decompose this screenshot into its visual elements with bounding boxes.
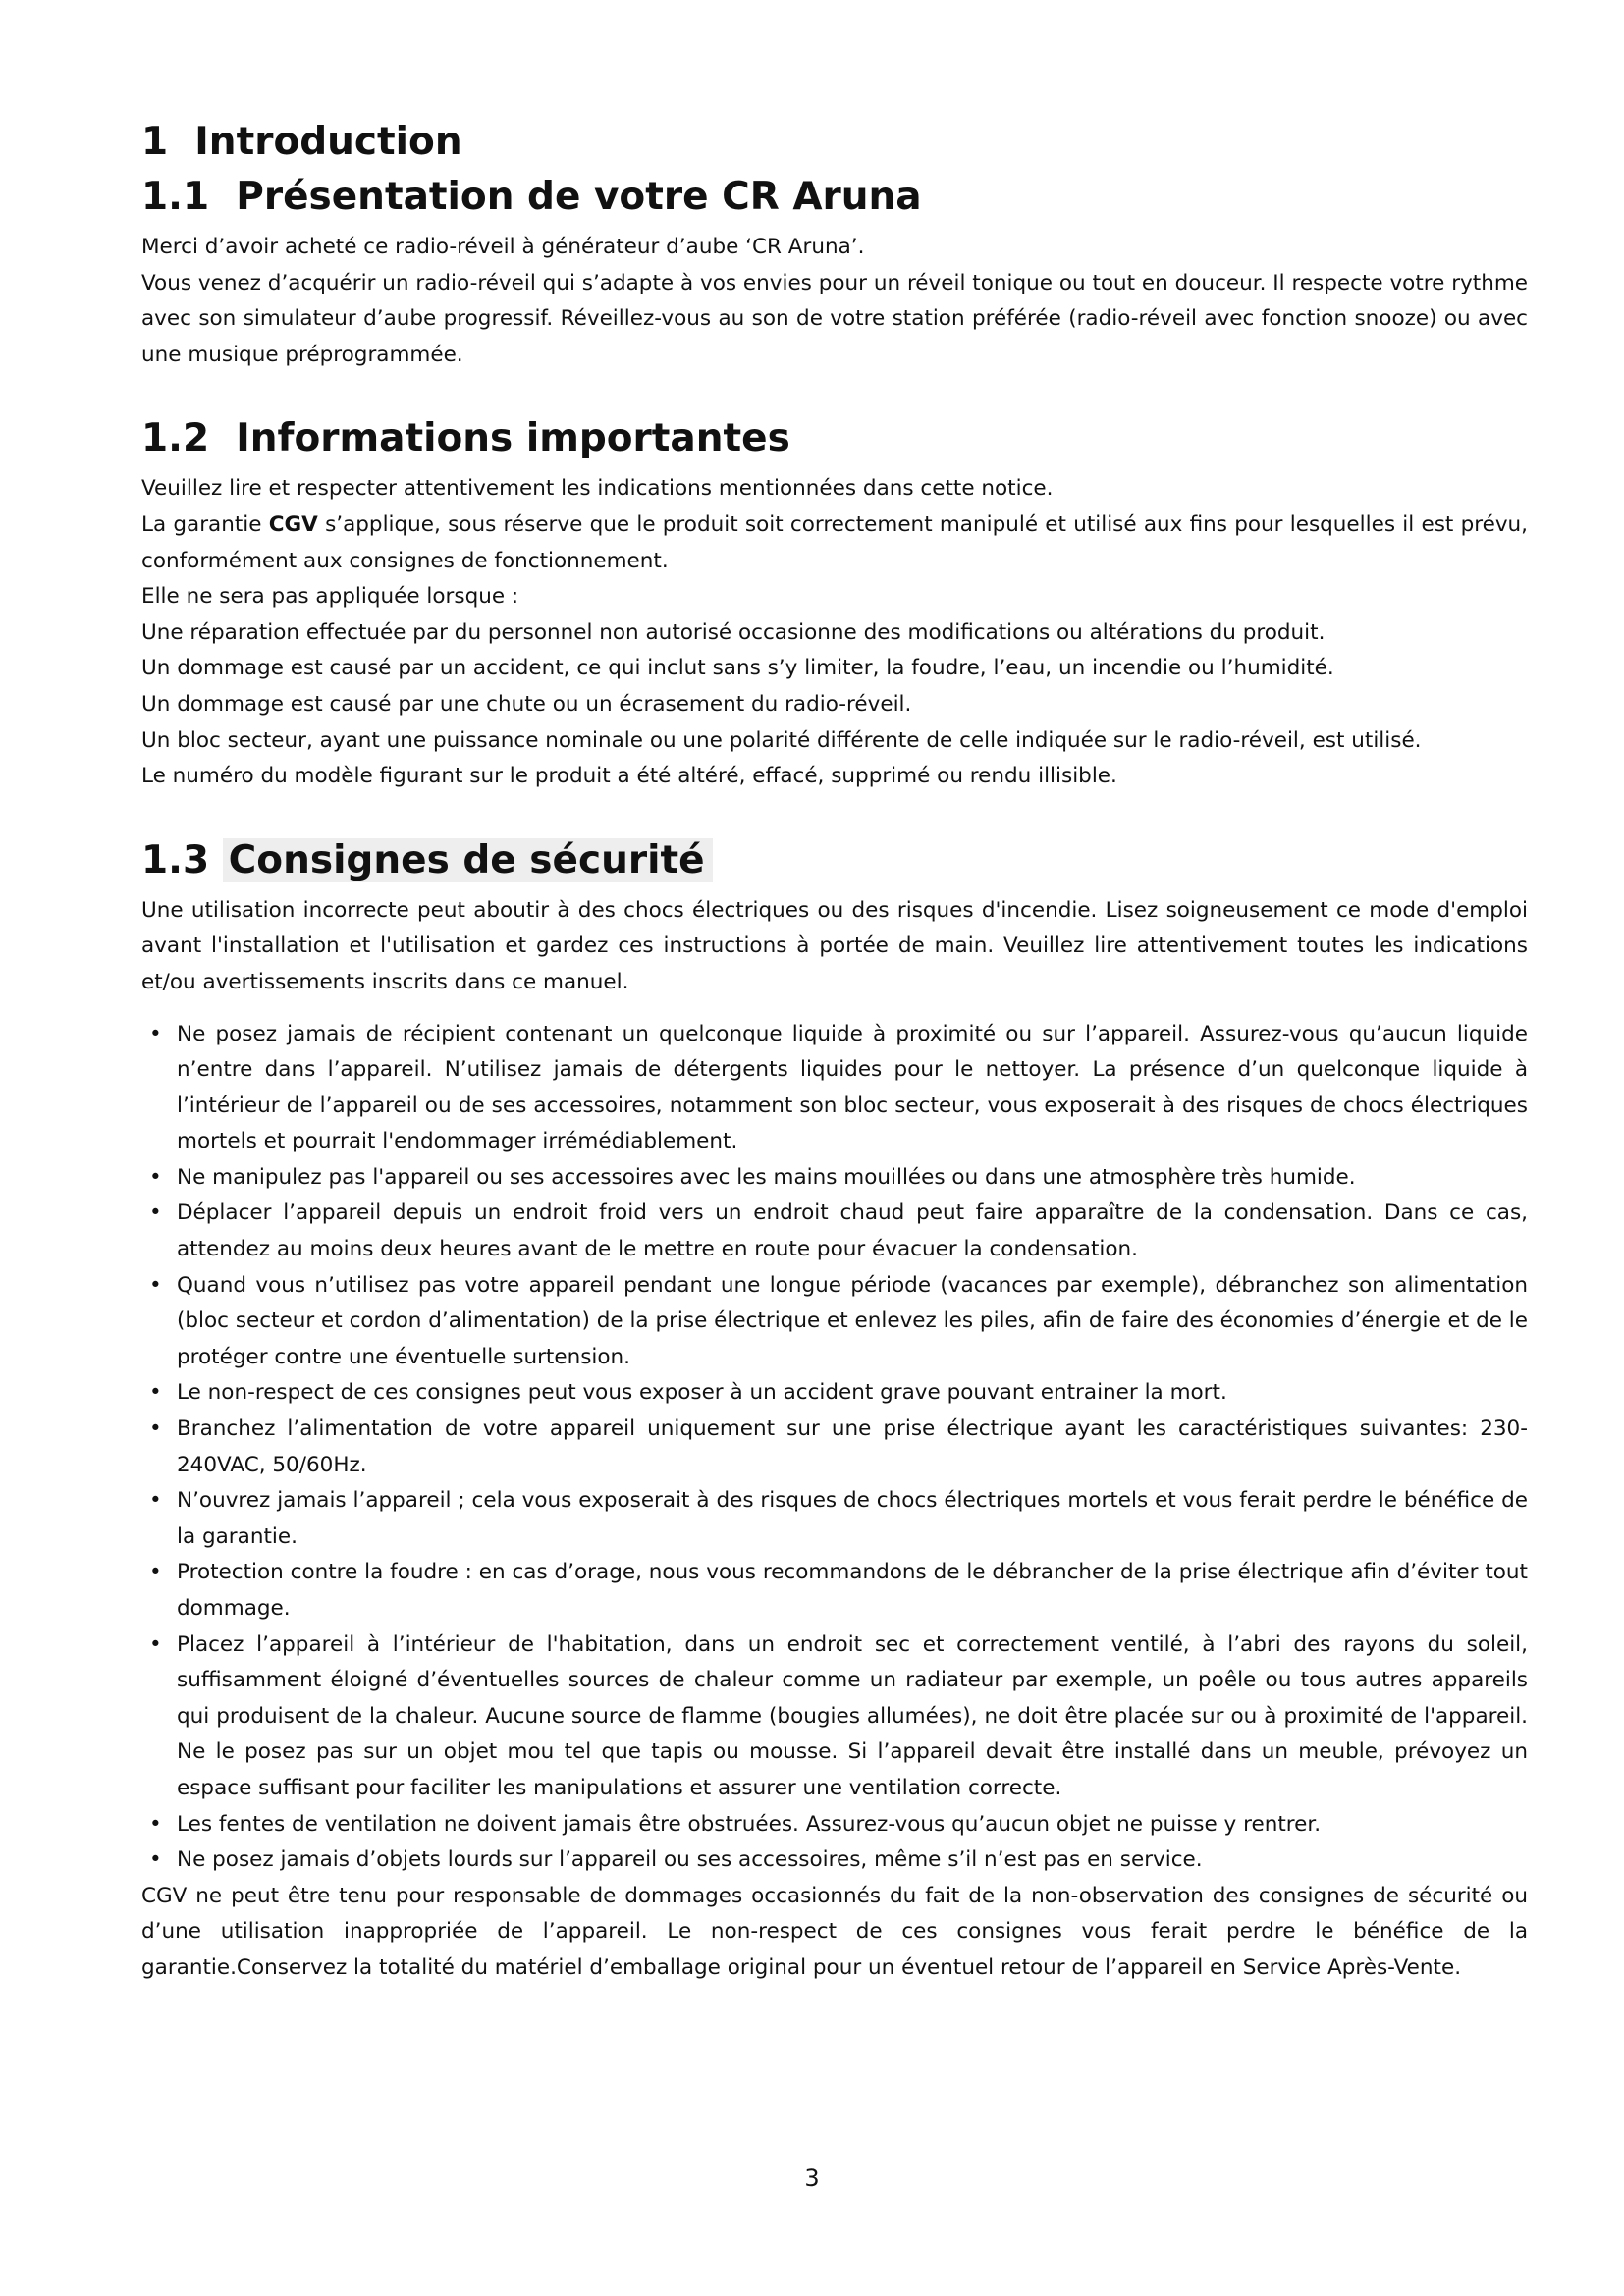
warranty-suffix: s’applique, sous réserve que le produit soit correctement manipulé et utilisé aux fins pour lesquelles il est prévu, conformément aux consignes de fonctionnement. [141,511,1529,573]
list-item-text: Placez l’appareil à l’intérieur de l'habitation, dans un endroit sec et correctement ventilé, à l’abri des rayons du soleil, suffisamment éloigné d’éventuelles sources de chaleur comme un radiateur par exemple, un poêle ou tous autres appareils qui produisent de la chaleur. Aucune source de flamme (bougies allumées), ne doit être placée sur ou à proximité de l'appareil. Ne le posez pas sur un objet mou tel que tapis ou mousse. Si l’appareil devait être installé dans un meuble, prévoyez un espace suffisant pour faciliter les manipulations et assurer une ventilation correcte. [177,1631,1528,1800]
list-item [141,1483,1528,1555]
bullet-icon: • [149,1201,162,1226]
list-item-text: Protection contre la foudre : en cas d’orage, nous vous recommandons de le débrancher de la prise électrique afin d’éviter tout dommage. [177,1560,1528,1621]
heading-introduction [141,116,1528,169]
condition-line: Une réparation effectuée par du personnel non autorisé occasionne des modifications ou altérations du produit. [141,619,1326,645]
heading-number: 1 [141,120,169,164]
section-title: Consignes de sécurité [223,838,713,882]
closing-paragraph: CGV ne peut être tenu pour responsable de dommages occasionnés du fait de la non-observation des consignes de sécurité ou d’une utilisation inappropriée de l’appareil. Le non-respect de ces consignes vous ferait perdre le bénéfice de la garantie.Conservez la totalité du matériel d’emballage original pour un éventuel retour de l’appareil en Service Après-Vente. [141,1883,1528,1980]
heading-section-1-1 [141,171,1528,224]
list-item-text: Les fentes de ventilation ne doivent jamais être obstruées. Assurez-vous qu’aucun objet ne puisse y rentrer. [177,1811,1322,1837]
section-title: Informations importantes [236,416,790,461]
section-number: 1.3 [141,837,210,882]
paragraph: Une utilisation incorrecte peut aboutir à des chocs électriques ou des risques d'incendie. Lisez soigneusement ce mode d'emploi avant l'installation et l'utilisation et gardez ces instructions à portée de main. Veuillez lire attentivement toutes les indications et/ou avertissements inscrits dans ce manuel. [141,897,1528,994]
bullet-icon: • [149,1488,162,1514]
condition-line: Le numéro du modèle figurant sur le produit a été altéré, effacé, supprimé ou rendu illisible. [141,764,1117,789]
brand-name: CGV [268,511,318,537]
document-page [141,116,1528,1987]
bullet-icon: • [149,1847,162,1873]
section-1-1-body [141,230,1528,373]
page-number: 3 [804,2164,820,2192]
section-number: 1.1 [141,175,210,219]
list-item [141,1807,1528,1843]
condition-line: Un dommage est causé par un accident, ce qui inclut sans s’y limiter, la foudre, l’eau, un incendie ou l’humidité. [141,656,1334,681]
bullet-icon: • [149,1272,162,1298]
paragraph: Veuillez lire et respecter attentivement les indications mentionnées dans cette notice. [141,476,1054,502]
list-item-text: Quand vous n’utilisez pas votre appareil pendant une longue période (vacances par exemple), débranchez son alimentation (bloc secteur et cordon d’alimentation) de la prise électrique et enlevez les piles, afin de faire des économies d’énergie et de le protéger contre une éventuelle surtension. [177,1272,1528,1369]
warranty-prefix: La garantie [141,511,269,537]
list-item-text: Ne manipulez pas l'appareil ou ses accessoires avec les mains mouillées ou dans une atmosphère très humide. [177,1164,1356,1190]
safety-list [141,1017,1528,1879]
heading-section-1-3 [141,834,1528,887]
heading-title: Introduction [194,120,462,164]
list-item-text: Le non-respect de ces consignes peut vous exposer à un accident grave pouvant entrainer la mort. [177,1380,1227,1406]
section-title: Présentation de votre CR Aruna [236,175,922,219]
list-item [141,1842,1528,1879]
condition-line: Un bloc secteur, ayant une puissance nominale ou une polarité différente de celle indiquée sur le radio-réveil, est utilisé. [141,727,1422,753]
bullet-icon: • [149,1416,162,1442]
paragraph: Vous venez d’acquérir un radio-réveil qui s’adapte à vos envies pour un réveil tonique ou tout en douceur. Il respecte votre rythme avec son simulateur d’aube progressif. Réveillez-vous au son de votre station préférée (radio-réveil avec fonction snooze) ou avec une musique préprogrammée. [141,270,1528,367]
list-item [141,1268,1528,1376]
list-item-text: Déplacer l’appareil depuis un endroit froid vers un endroit chaud peut faire apparaître de la condensation. Dans ce cas, attendez au moins deux heures avant de le mettre en route pour évacuer la condensation. [177,1201,1528,1262]
section-number: 1.2 [141,416,210,461]
bullet-icon: • [149,1811,162,1837]
warranty-paragraph [141,507,1528,579]
list-item-text: N’ouvrez jamais l’appareil ; cela vous exposerait à des risques de chocs électriques mortels et vous ferait perdre le bénéfice de la garantie. [177,1488,1528,1549]
list-item-text: Ne posez jamais de récipient contenant un quelconque liquide à proximité ou sur l’appareil. Assurez-vous qu’aucun liquide n’entre dans l’appareil. N’utilisez jamais de détergents liquides pour le nettoyer. La présence d’un quelconque liquide à l’intérieur de l’appareil ou de ses accessoires, notamment son bloc secteur, vous exposerait à des risques de chocs électriques mortels et pourrait l'endommager irrémédiablement. [177,1021,1528,1154]
condition-line: Un dommage est causé par une chute ou un écrasement du radio-réveil. [141,691,912,717]
list-item [141,1375,1528,1412]
heading-section-1-2 [141,412,1528,465]
bullet-icon: • [149,1021,162,1046]
list-item [141,1555,1528,1627]
paragraph: Merci d’avoir acheté ce radio-réveil à générateur d’aube ‘CR Aruna’. [141,235,865,259]
bullet-icon: • [149,1560,162,1585]
list-item [141,1628,1528,1807]
list-item [141,1412,1528,1483]
section-1-2-body [141,471,1528,794]
bullet-icon: • [149,1380,162,1406]
paragraph: Elle ne sera pas appliquée lorsque : [141,584,519,610]
bullet-icon: • [149,1631,162,1657]
list-item-text: Branchez l’alimentation de votre appareil uniquement sur une prise électrique ayant les caractéristiques suivantes: 230-240VAC, 50/60Hz. [177,1416,1528,1477]
section-1-3-body [141,893,1528,1987]
bullet-icon: • [149,1164,162,1190]
list-item [141,1017,1528,1160]
list-item-text: Ne posez jamais d’objets lourds sur l’appareil ou ses accessoires, même s’il n’est pas en service. [177,1847,1203,1873]
list-item [141,1160,1528,1197]
list-item [141,1196,1528,1267]
